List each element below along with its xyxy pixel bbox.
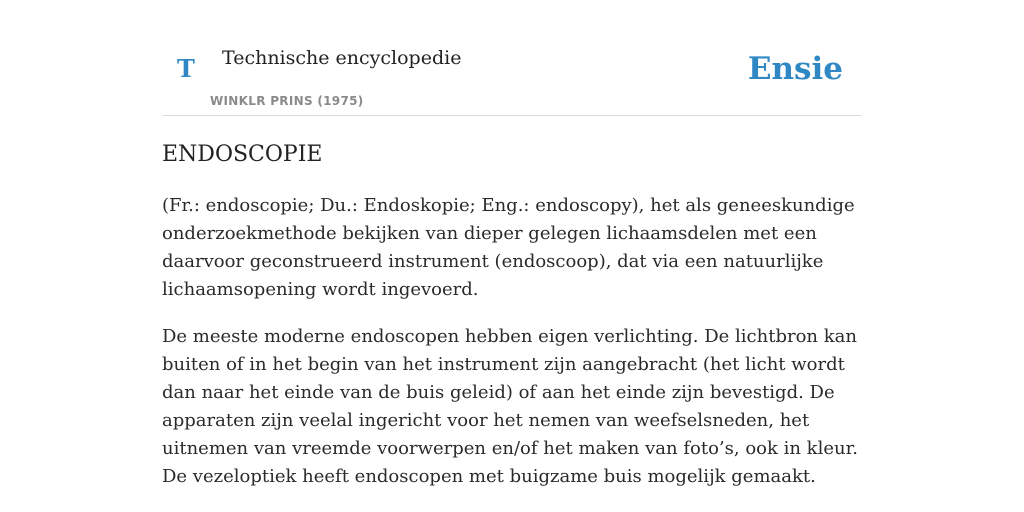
source-subtitle: WINKLR PRINS (1975): [210, 94, 364, 108]
source-logo-icon[interactable]: T: [177, 54, 195, 83]
page-container: [162, 0, 862, 487]
source-header: [162, 0, 862, 116]
source-title-link[interactable]: Technische encyclopedie: [222, 47, 462, 69]
brand-logo-link[interactable]: Ensie: [747, 51, 843, 87]
entry-paragraph-1: (Fr.: endoscopie; Du.: Endoskopie; Eng.: endoscopy), het als geneeskundige onderzoekmethode bekijken van dieper gelegen lichaamsdelen met een daarvoor geconstrueerd instrument (endoscoop), dat via een natuurlijke lichaamsopening wordt ingevoerd.: [162, 195, 855, 300]
entry-paragraph-2: De meeste moderne endoscopen hebben eigen verlichting. De lichtbron kan buiten of in het begin van het instrument zijn aangebracht (het licht wordt dan naar het einde van de buis geleid) of aan het einde zijn bevestigd. De apparaten zijn veelal ingericht voor het nemen van weefselsneden, het uitnemen van vreemde voorwerpen en/of het maken van foto’s, ook in kleur. De vezeloptiek heeft endoscopen met buigzame buis mogelijk gemaakt.: [162, 326, 858, 487]
entry-title: ENDOSCOPIE: [162, 142, 323, 167]
